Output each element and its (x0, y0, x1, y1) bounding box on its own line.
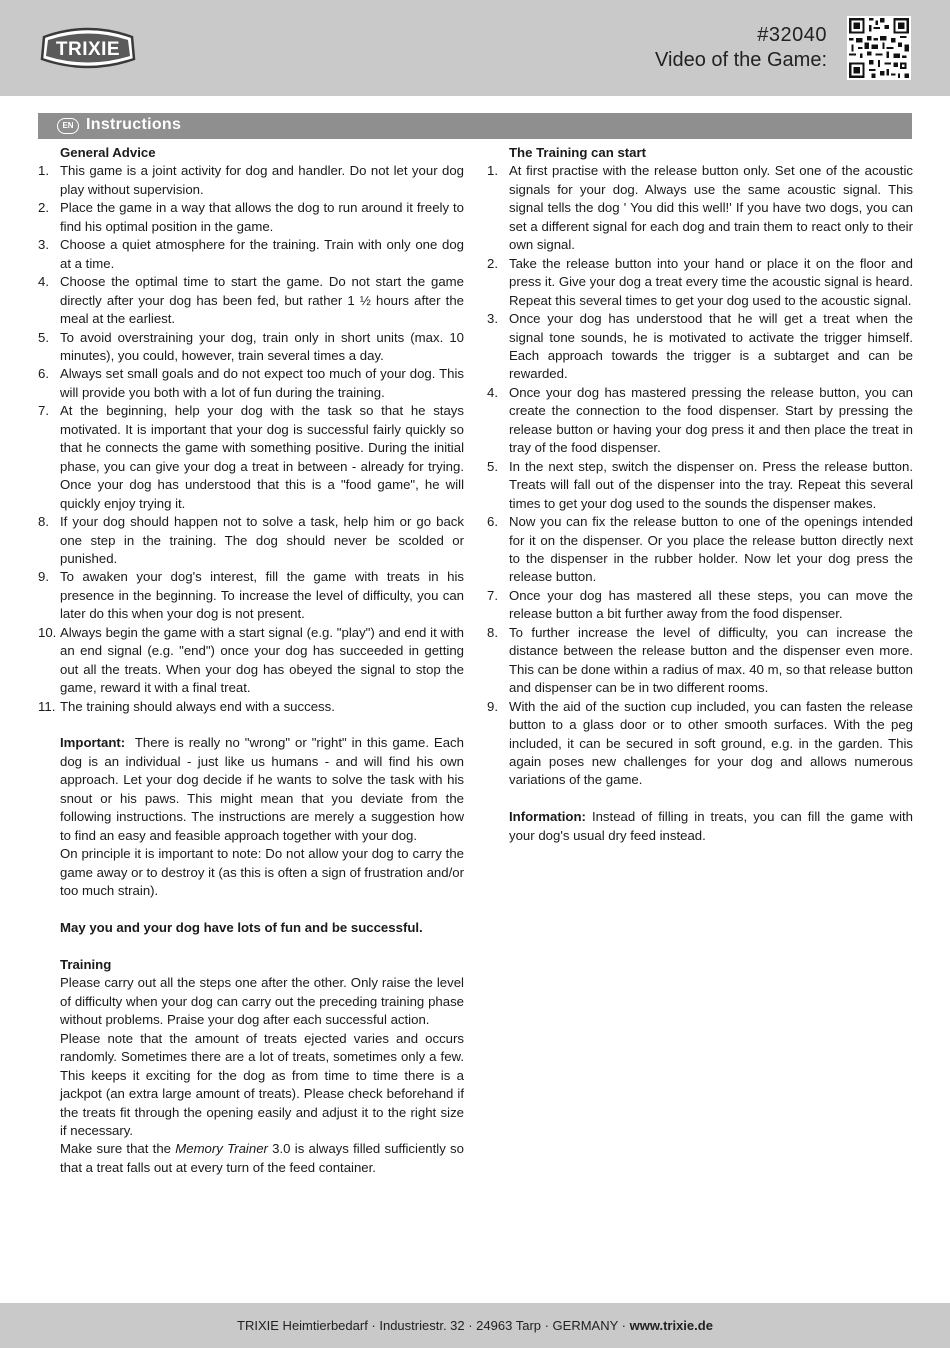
list-item-number: 7. (487, 587, 498, 603)
list-item-text: Once your dog has mastered pressing the release button, you can create the connection to the food dispenser. Start by pressing the release button or having your dog press it and then place the treat in tray of the food dispenser. (509, 384, 913, 456)
list-item (38, 402, 464, 513)
trixie-logo (38, 25, 138, 71)
list-item-number: 5. (487, 458, 498, 474)
list-item-number: 4. (38, 274, 49, 290)
list-item-text: Take the release button into your hand or place it on the floor and press it. Give your dog a treat every time the acoustic signal is heard. Repeat this several times to get your dog used to the acoustic signal. (509, 255, 913, 308)
list-item (38, 329, 464, 366)
training-paragraph-3 (38, 1140, 464, 1177)
list-item (487, 162, 913, 254)
list-item-number: 11. (38, 698, 56, 714)
list-item (487, 255, 913, 310)
list-item-number: 10. (38, 624, 57, 640)
training-steps-list (487, 162, 913, 789)
list-item-text: Once your dog has understood that he will get a treat when the signal tone sounds, he is motivated to activate the trigger himself. Each approach towards the trigger is a subtarget and can be rewarded. (509, 311, 913, 382)
information-paragraph (487, 808, 913, 845)
list-item-text: At first practise with the release button only. Set one of the acoustic signals for your dog. Always use the same acoustic signal. This signal tells the dog ' You did this well!' If you have two dogs, you can set a different signal for each dog and train them to react only to their own signal. (509, 163, 913, 253)
list-item-text: Always begin the game with a start signal (e.g. "play") and end it with an end signal (e.g. "end") once your dog has succeeded in getting out all the treats. When your dog has obeyed the signal to stop the game, reward it with a final treat. (60, 624, 464, 696)
important-label: Important: (60, 735, 126, 751)
list-item (487, 310, 913, 384)
list-item (487, 624, 913, 698)
general-advice-heading: General Advice (60, 145, 156, 160)
qr-code-icon[interactable] (847, 16, 911, 80)
information-label: Information: (509, 809, 586, 825)
list-item-number: 7. (38, 403, 49, 419)
list-item-text: To awaken your dog's interest, fill the game with treats in his presence in the beginning. To increase the level of difficulty, you can later do this when your dog is not present. (60, 569, 464, 622)
principle-paragraph: On principle it is important to note: Do not allow your dog to carry the game away or to destroy it (as this is often a sign of frustration and/or too much strain). (60, 846, 464, 899)
list-item (38, 236, 464, 273)
list-item-text: Choose a quiet atmosphere for the training. Train with only one dog at a time. (60, 237, 464, 271)
footer-address: TRIXIE Heimtierbedarf · Industriestr. 32 · 24963 Tarp · GERMANY · (237, 1318, 630, 1333)
list-item-number: 4. (487, 384, 498, 400)
list-item-number: 1. (487, 163, 498, 179)
list-item-number: 8. (38, 514, 49, 530)
list-item-text: This game is a joint activity for dog and handler. Do not let your dog play without supervision. (60, 163, 464, 197)
list-item (487, 384, 913, 458)
list-item (487, 513, 913, 587)
list-item (487, 458, 913, 513)
list-item (38, 568, 464, 623)
important-paragraph (38, 734, 464, 845)
product-name: Memory Trainer (175, 1141, 268, 1157)
training-paragraph-3-start: Make sure that the (60, 1141, 176, 1157)
training-paragraph-3-end: 3.0 is always filled sufficiently so that a treat falls out at every turn of the feed container. (60, 1141, 464, 1175)
list-item-text: Place the game in a way that allows the dog to run around it freely to find his optimal position in the game. (60, 200, 464, 234)
svg-text:TRIXIE: TRIXIE (55, 39, 121, 60)
list-item-text: Once your dog has mastered all these steps, you can move the release button a bit further away from the food dispenser. (509, 587, 913, 622)
section-title: Instructions (86, 116, 182, 133)
fun-line: May you and your dog have lots of fun and be successful. (60, 920, 423, 935)
list-item (38, 162, 464, 199)
list-item-text: To further increase the level of difficulty, you can increase the distance between the release button and the dispenser even more. This can be done within a radius of max. 40 m, so that release button and dispenser can be in two different rooms. (509, 624, 913, 696)
language-badge-en: EN (57, 118, 79, 134)
list-item-number: 6. (38, 366, 49, 382)
training-heading: Training (60, 956, 112, 972)
list-item-number: 1. (38, 163, 49, 179)
page-footer (0, 1303, 950, 1348)
list-item-number: 3. (38, 237, 49, 253)
training-paragraph-1: Please carry out all the steps one after the other. Only raise the level of difficulty when your dog can carry out the preceding training phase without problems. Praise your dog after each successful action. (60, 975, 464, 1028)
list-item (38, 365, 464, 402)
list-item-text: The training should always end with a success. (60, 698, 335, 714)
list-item-text: Always set small goals and do not expect too much of your dog. This will provide you both with a lot of fun during the training. (60, 366, 464, 400)
list-item-number: 5. (38, 329, 49, 345)
list-item-number: 2. (38, 200, 49, 216)
list-item-number: 9. (38, 569, 49, 585)
list-item-text: If your dog should happen not to solve a task, help him or go back one step in the training. The dog should never be scolded or punished. (60, 514, 464, 566)
list-item-text: At the beginning, help your dog with the task so that he stays motivated. It is important that your dog is successful fairly quickly so that he connects the game with something positive. During the initial phase, you can give your dog a treat in between - already for trying. Once your dog has understood that this is a "food game", he will quickly enjoy trying it. (60, 403, 464, 511)
video-label: Video of the Game: (655, 49, 827, 71)
list-item-text: With the aid of the suction cup included, you can fasten the release button to a glass door or to other smooth surfaces. With the peg included, it can be secured in soft ground, e.g. in the garden. This again poses new challenges for your dog and allows numerous variations of the game. (509, 698, 913, 788)
list-item-number: 3. (487, 311, 498, 327)
right-column (487, 144, 913, 845)
list-item (487, 587, 913, 624)
list-item-number: 2. (487, 255, 498, 271)
general-advice-list (38, 162, 464, 716)
page-header (0, 0, 950, 96)
list-item-number: 9. (487, 698, 498, 714)
list-item-text: To avoid overstraining your dog, train only in short units (max. 10 minutes), you could, however, train several times a day. (60, 329, 464, 363)
training-start-heading: The Training can start (509, 145, 647, 160)
list-item (38, 273, 464, 328)
product-number: #32040 (757, 24, 827, 46)
training-paragraph-2: Please note that the amount of treats ejected varies and occurs randomly. Sometimes there are a lot of treats, sometimes only a few. This keeps it exciting for the dog as from time to time there is a jackpot (an extra large amount of treats). Please check beforehand if the treats fit through the opening easily and adjust it to the right size if necessary. (60, 1030, 464, 1138)
list-item-text: Now you can fix the release button to one of the openings intended for it on the dispenser. Or you place the release button directly next to the dispenser in the rubber holder. Now let your dog press the release button. (509, 514, 913, 585)
list-item (487, 698, 913, 790)
list-item (38, 199, 464, 236)
information-text: Instead of filling in treats, you can fill the game with your dog's usual dry feed instead. (509, 809, 913, 843)
instructions-bar (38, 113, 912, 139)
list-item (38, 698, 464, 716)
list-item (38, 624, 464, 698)
list-item-text: Choose the optimal time to start the game. Do not start the game directly after your dog has been fed, but rather 1 ½ hours after the meal at the earliest. (60, 274, 464, 327)
list-item-text: In the next step, switch the dispenser on. Press the release button. Treats will fall out of the dispenser into the tray. Repeat this several times to get your dog used to the sounds the dispenser makes. (509, 458, 913, 511)
list-item (38, 513, 464, 568)
list-item-number: 8. (487, 624, 498, 640)
important-text: There is really no "wrong" or "right" in this game. Each dog is an individual - just like us humans - and will find his own approach. Let your dog decide if he wants to solve the task with his snout or his paws. This might mean that you deviate from the following instructions. The instructions are merely a suggestion how to find an easy and feasible approach together with your dog. (60, 735, 464, 843)
left-column (38, 144, 464, 1177)
footer-website-link[interactable]: www.trixie.de (629, 1318, 713, 1333)
list-item-number: 6. (487, 514, 498, 530)
